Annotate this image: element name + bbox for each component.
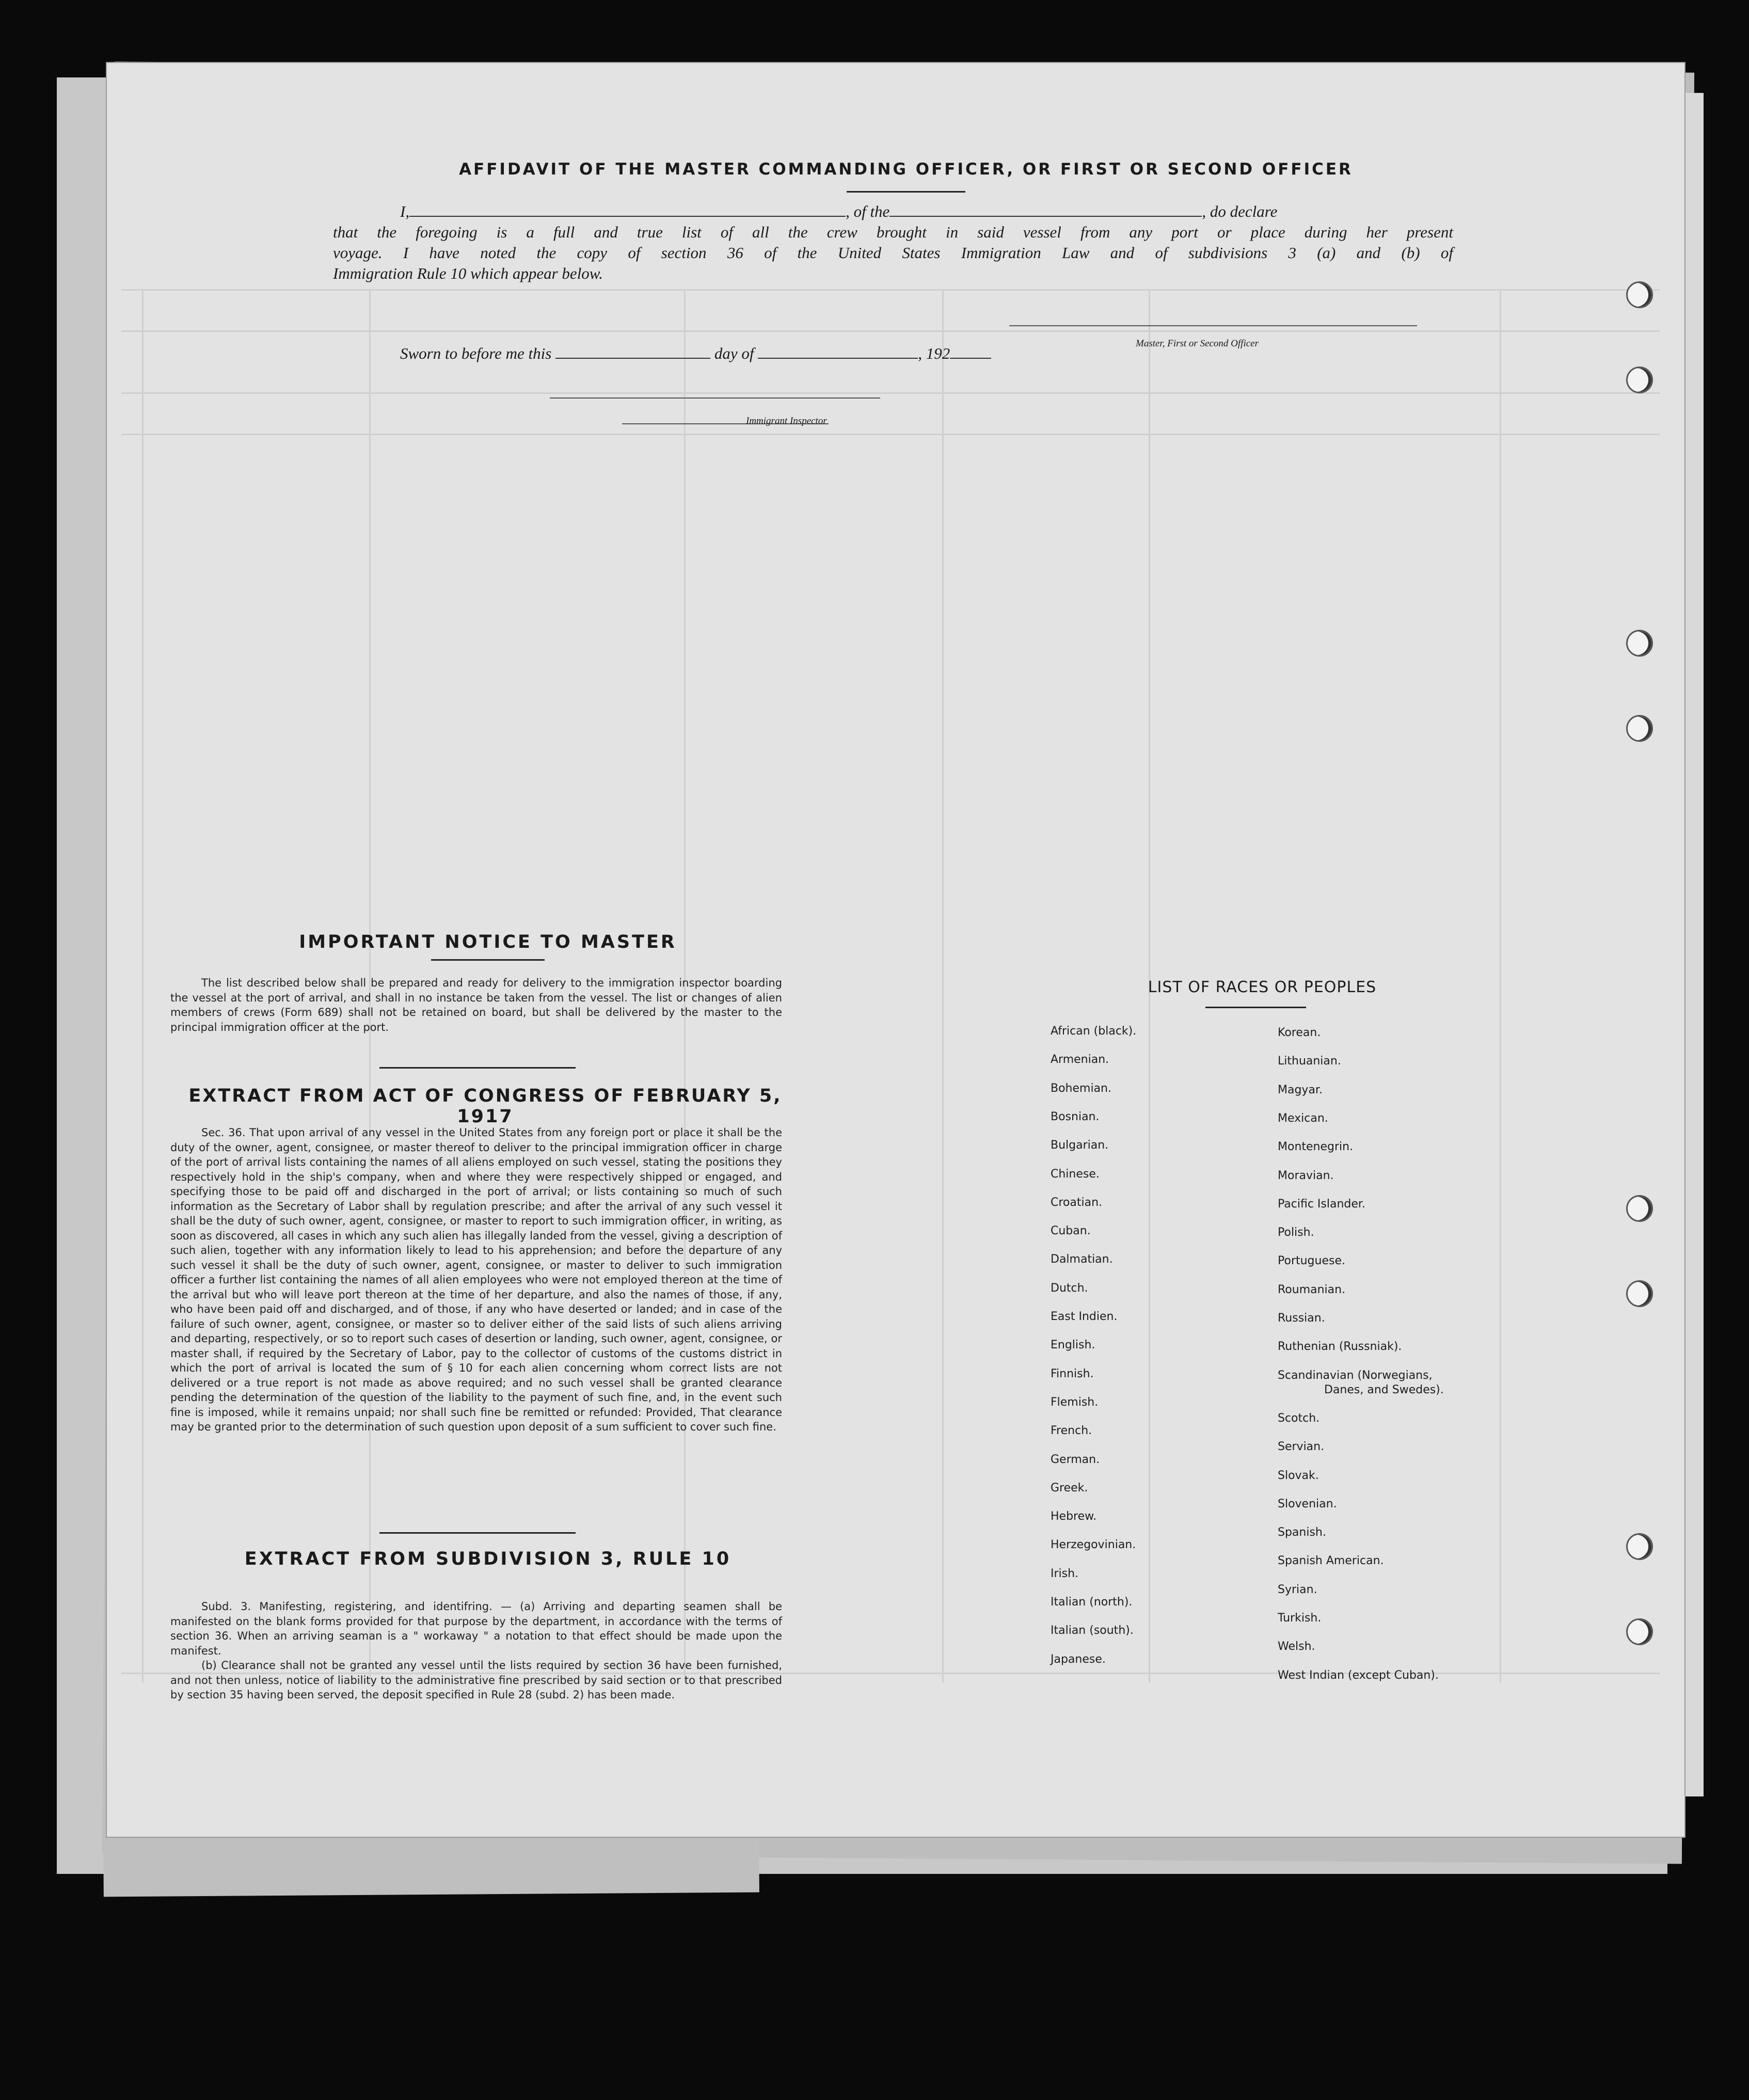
race-item: Portuguese. — [1278, 1254, 1345, 1268]
rule-paragraph-a: Subd. 3. Manifesting, registering, and identifring. — (a) Arriving and departing seamen shall be manifested on the blank forms provided for that purpose by the department, in accordance with the terms of section 36. When an arriving seaman is a " workaway " a notation to that effect should be made upon the manifest. — [170, 1600, 782, 1657]
affidavit-line-1 — [400, 201, 1453, 222]
races-title-rule — [1205, 1007, 1306, 1008]
rule-paragraph-b: (b) Clearance shall not be granted any vessel until the lists required by section 36 have been furnished, and not then unless, notice of liability to the administrative fine prescribed by said section or to that prescribed by section 35 having been served, the deposit specified in Rule 28 (subd. 2) has been made. — [170, 1659, 782, 1701]
vessel-blank[interactable] — [889, 216, 1202, 217]
race-item: Ruthenian (Russniak). — [1278, 1340, 1402, 1354]
binder-hole — [1626, 715, 1653, 742]
section-divider — [379, 1532, 576, 1534]
race-item: Italian (south). — [1051, 1624, 1134, 1637]
race-item: Finnish. — [1051, 1367, 1094, 1380]
race-item: Hebrew. — [1051, 1510, 1097, 1523]
sworn-month-blank[interactable] — [758, 358, 918, 359]
master-signature-line[interactable] — [1009, 325, 1417, 326]
race-item: Servian. — [1278, 1440, 1325, 1454]
race-item: Croatian. — [1051, 1196, 1103, 1209]
master-caption: Master, First or Second Officer — [1136, 338, 1259, 349]
race-item: Dutch. — [1051, 1281, 1088, 1295]
name-blank[interactable] — [409, 216, 846, 217]
act-text — [170, 1125, 782, 1435]
race-item: French. — [1051, 1424, 1092, 1438]
race-item: English. — [1051, 1339, 1095, 1352]
notice-paragraph: The list described below shall be prepared and ready for delivery to the immigration inspector boarding the vessel at the port of arrival, and shall in no instance be taken from the vessel. The list or changes of alien members of crews (Form 689) shall not be retained on board, but shall be delivered by the master to the principal immigration officer at the port. — [170, 977, 782, 1033]
binder-hole — [1626, 281, 1653, 308]
race-item: Scandinavian (Norwegians, — [1278, 1369, 1433, 1382]
race-item: Flemish. — [1051, 1395, 1099, 1409]
document-page — [106, 62, 1686, 1838]
race-item: Bohemian. — [1051, 1081, 1111, 1095]
race-item: Slovak. — [1278, 1469, 1319, 1482]
sworn-year: , 192 — [918, 344, 950, 362]
sworn-year-blank[interactable] — [950, 358, 991, 359]
notice-title: IMPORTANT NOTICE TO MASTER — [299, 932, 677, 952]
sworn-prefix: Sworn to before me this — [400, 344, 552, 362]
notice-text — [170, 976, 782, 1035]
binder-hole — [1626, 367, 1653, 393]
race-item: Roumanian. — [1278, 1283, 1346, 1296]
race-item: German. — [1051, 1453, 1100, 1466]
race-item: Moravian. — [1278, 1169, 1334, 1182]
race-item: Lithuanian. — [1278, 1055, 1341, 1068]
race-item: Polish. — [1278, 1226, 1314, 1239]
race-item: Spanish American. — [1278, 1554, 1384, 1568]
race-item: Welsh. — [1278, 1640, 1315, 1653]
act-paragraph: Sec. 36. That upon arrival of any vessel in the United States from any foreign port or place it shall be the duty of the owner, agent, consignee, or master thereof to deliver to the principal immigration officer in charge of the port of arrival lists containing the names of all aliens employed on such vessel, stating the positions they respectively hold in the ship's company, when and where they were respectively shipped or engaged, and specifying those to be paid off and discharged in the port of arrival; or lists containing so much of such information as the Secretary of Labor shall by regulation prescribe; and after the arrival of any such vessel it shall be the duty of such owner, agent, consignee, or master to report to such immigration officer, in writing, as soon as discovered, all cases in which any such alien has illegally landed from the vessel, giving a description of such alien, together with any information likely to lead to his apprehension; and before the departure of any such vessel it shall be the duty of such owner, agent, consignee, or master to deliver to such immigration officer a further list containing the names of all alien employees who were not employed thereon at the time of the arrival but who will leave port thereon at the time of her departure, and also the names of those, if any, who have been paid off and discharged, and of those, if any who have deserted or landed; and in case of the failure of such owner, agent, consignee, or master so to deliver either of the said lists of such aliens arriving and departing, respectively, or so to report such cases of desertion or landing, such owner, agent, consignee, or master shall, if required by the Secretary of Labor, pay to the collector of customs of the customs district in which the port of arrival is located the sum of § 10 for each alien concerning whom correct lists are not delivered or a true report is not made as above required; and no such vessel shall be granted clearance pending the determination of the question of the liability to the payment of such fine, and, in the event such fine is imposed, while it remains unpaid; nor shall such fine be remitted or refunded: Provided, That clearance may be granted prior to the determination of such question upon deposit of a sum sufficient to cover such fine. — [170, 1126, 782, 1433]
race-item: Bosnian. — [1051, 1110, 1100, 1123]
binder-hole — [1626, 1533, 1653, 1560]
affidavit-declare: , do declare — [1202, 202, 1278, 220]
race-item: Scotch. — [1278, 1411, 1320, 1425]
race-item: Chinese. — [1051, 1167, 1100, 1181]
race-item: Italian (north). — [1051, 1596, 1133, 1609]
binder-hole — [1626, 1618, 1653, 1645]
notice-title-rule — [431, 959, 545, 961]
race-item: Slovenian. — [1278, 1497, 1337, 1510]
sworn-day-blank[interactable] — [555, 358, 710, 359]
inspector-signature-line[interactable] — [550, 397, 880, 399]
binder-hole — [1626, 1280, 1653, 1307]
affidavit-i: I, — [400, 202, 410, 220]
race-item: African (black). — [1051, 1025, 1137, 1038]
race-item: Magyar. — [1278, 1083, 1323, 1096]
race-item: Turkish. — [1278, 1612, 1322, 1625]
race-item: Bulgarian. — [1051, 1139, 1109, 1152]
sworn-line — [400, 343, 1123, 364]
affidavit-title: AFFIDAVIT OF THE MASTER COMMANDING OFFICER, OR FIRST OR SECOND OFFICER — [459, 160, 1353, 179]
affidavit-line-2: that the foregoing is a full and true list of all the crew brought in said vessel from any port or place during her present — [333, 223, 1453, 241]
race-item: Cuban. — [1051, 1224, 1091, 1238]
race-item: East Indien. — [1051, 1310, 1118, 1323]
rule-text — [170, 1599, 782, 1703]
race-item: Korean. — [1278, 1026, 1321, 1039]
race-item: Russian. — [1278, 1312, 1325, 1325]
races-title: LIST OF RACES OR PEOPLES — [1148, 978, 1377, 996]
race-item: Japanese. — [1051, 1652, 1106, 1666]
race-item: Dalmatian. — [1051, 1253, 1113, 1266]
race-item: Irish. — [1051, 1567, 1079, 1580]
race-item: Pacific Islander. — [1278, 1197, 1365, 1211]
race-item: Greek. — [1051, 1481, 1088, 1494]
sworn-day-label: day of — [714, 344, 754, 362]
inspector-caption: Immigrant Inspector — [746, 416, 827, 426]
race-item: Mexican. — [1278, 1111, 1328, 1125]
race-item: Herzegovinian. — [1051, 1538, 1136, 1552]
binder-hole — [1626, 1195, 1653, 1222]
race-item: Montenegrin. — [1278, 1140, 1354, 1154]
title-rule — [847, 191, 965, 193]
act-title: EXTRACT FROM ACT OF CONGRESS OF FEBRUARY 5, 1917 — [188, 1086, 782, 1127]
race-item: Syrian. — [1278, 1583, 1317, 1596]
section-divider — [379, 1067, 576, 1069]
race-item: Danes, and Swedes). — [1324, 1383, 1444, 1396]
affidavit-of-the: , of the — [846, 202, 890, 220]
race-item: Spanish. — [1278, 1526, 1326, 1539]
race-item: West Indian (except Cuban). — [1278, 1668, 1439, 1682]
binder-hole — [1626, 630, 1653, 657]
rule-title: EXTRACT FROM SUBDIVISION 3, RULE 10 — [244, 1549, 732, 1569]
race-item: Armenian. — [1051, 1053, 1109, 1067]
affidavit-line-3: voyage. I have noted the copy of section 36 of the United States Immigration Law and of subdivisions 3 (a) and (b) of — [333, 244, 1453, 262]
affidavit-line-4: Immigration Rule 10 which appear below. — [333, 264, 603, 282]
